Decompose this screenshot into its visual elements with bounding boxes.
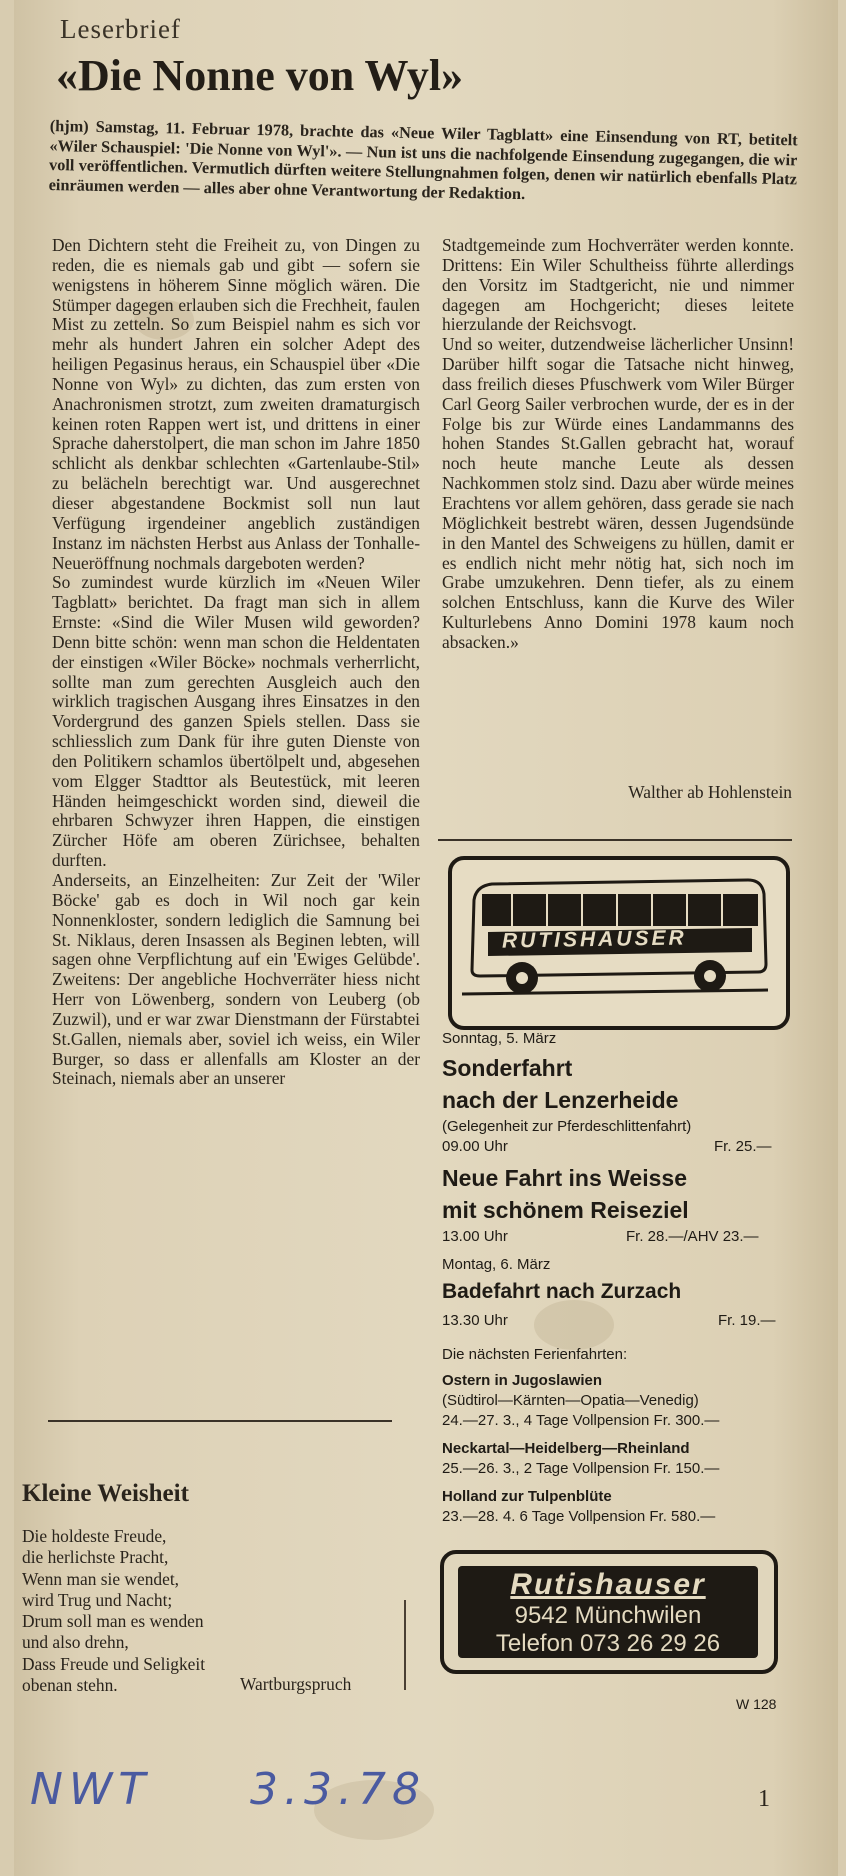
article-column-left: Den Dichtern steht die Freiheit zu, von Dingen zu reden, die es niemals gab und gibt — sofern sie wenigstens in höherem Sinne möglich wären. Die Stümper dagegen erlauben sich die Frechheit, faulen Mist zu zetteln. So zum Beispiel nahm es sich vor mehr als hundert Jahren ein solcher Adept des heiligen Pegasinus heraus, ein Schauspiel über «Die Nonne von Wyl» zu dichten, das zum ersten von Anachronismen strotzt, zum zweiten dramaturgisch keinen roten Rappen wert ist, und drittens in einer Sprache daherstolpert, die man schon im Jahre 1850 schlicht als denkbar schlechten «Gartenlaube-Stil» zu belächeln berechtigt war. Und ausgerechnet dieser abgestandene Bockmist soll nun laut Verfügung irgendeiner angeblich zuständigen Instanz im nächsten Herbst aus Anlass der Tonhalle-Neueröffnung nochmals dargeboten werden? So zumindest wurde kürzlich im «Neuen Wiler Tagblatt» berichtet. Da fragt man sich in allem Ernste: «Sind die Wiler Musen wild geworden? Denn bitte schön: wenn man schon die Heldentaten der einstigen «Wiler Böcke» nochmals verherrlicht, sollte man zum gerechten Ausgleich auch den wirklich tragischen Ausgang ihres Einsatzes in den Vordergrund des ganzen Spiels stellen. Dass sie schliesslich zum Dank für ihre guten Dienste von den Politikern schamlos übertölpelt und, abgesehen vom Elgger Stadttor als Beutestück, mit leeren Händen heimgeschickt worden sind, dieweil die ehrbaren Schwyzer ihren Happen, die einstigen Zürcher Höfe am oberen Zürichsee, behalten durften. Anderseits, an Einzelheiten: Zur Zeit der 'Wiler Böcke' gab es doch in Wil noch gar kein Nonnenkloster, sondern lediglich die Samnung bei St. Niklaus, deren Insassen als Beginen lebten, will sagen ohne Verpflichtung auf ein 'Ewiges Gelübde'. Zweitens: Der angebliche Hochverräter hiess nicht Herr von Löwenberg, sondern von Leuberg (ob Zuzwil), und er war zwar Dienstmann der Fürstabtei St.Gallen, niemals aber, soviel ich weiss, ein Wiler Burger, so dass er allenfalls am Kloster an der Steinach, niemals aber an unserer: [52, 235, 420, 1089]
trip-title: Neue Fahrt ins Weisse: [442, 1165, 687, 1191]
bus-illustration-frame: [448, 856, 790, 1030]
trip-time: 13.30 Uhr: [442, 1312, 508, 1329]
trip-note: (Gelegenheit zur Pferdeschlittenfahrt): [442, 1118, 692, 1135]
holiday-route: (Südtirol—Kärnten—Opatia—Venedig): [442, 1392, 699, 1409]
holiday-details: 24.—27. 3., 4 Tage Vollpension Fr. 300.—: [442, 1412, 720, 1429]
article-signature: Walther ab Hohlenstein: [628, 782, 792, 802]
stain: [534, 1300, 614, 1350]
trip-time: 13.00 Uhr: [442, 1228, 508, 1245]
article-intro: (hjm) Samstag, 11. Februar 1978, brachte das «Neue Wiler Tagblatt» eine Einsendung von RT, betitelt «Wiler Schauspiel: 'Die Nonne von Wyl'». — Nun ist uns die nachfolgende Einsendung zugegangen, die wir voll veröffentlichen. Vermutlich dürften weitere Stellungnahmen folgen, denen wir natürlich ebenfalls Platz einräumen werden — alles aber ohne Verantwortung der Redaktion.: [48, 116, 798, 203]
logo-brand: Rutishauser: [510, 1568, 706, 1601]
company-logo: [458, 1566, 758, 1658]
divider: [404, 1600, 406, 1690]
ad-code: W 128: [736, 1696, 777, 1712]
poem-text: Die holdeste Freude, die herlichste Pracht, Wenn man sie wendet, wird Trug und Nacht; Drum soll man es wenden und also drehn, Dass Freude und Seligkeit obenan stehn.: [22, 1526, 206, 1696]
trip-price: Fr. 28.—/AHV 23.—: [626, 1228, 759, 1245]
trip-title: nach der Lenzerheide: [442, 1087, 679, 1113]
article-headline: «Die Nonne von Wyl»: [56, 51, 464, 100]
section-title-kleine-weisheit: Kleine Weisheit: [22, 1480, 189, 1507]
page-number-mark: 1: [758, 1786, 770, 1812]
trip-date: Sonntag, 5. März: [442, 1030, 557, 1047]
holiday-details: 23.—28. 4. 6 Tage Vollpension Fr. 580.—: [442, 1508, 716, 1525]
trip-price: Fr. 19.—: [718, 1312, 776, 1329]
logo-phone: Telefon 073 26 29 26: [495, 1630, 721, 1657]
trip-price: Fr. 25.—: [714, 1138, 772, 1155]
divider: [438, 839, 792, 841]
article-column-right: Stadtgemeinde zum Hochverräter werden konnte. Drittens: Ein Wiler Schultheiss führte allerdings den Vorsitz im Stadtgericht, nie und nimmer dagegen am Hochgericht; dieses leitete hierzulande der Reichsvogt. Und so weiter, dutzendweise lächerlicher Unsinn! Darüber hilft sogar die Tatsache nicht hinweg, dass freilich dieses Pfuschwerk vom Wiler Bürger Carl Georg Sailer verbrochen wurde, der es in der Folge bis zur Würde eines Landammanns des hohen Standes St.Gallen gebracht hat, worauf noch heute manche Leute als dessen Nachkommen stolz sind. Dazu aber würde meines Erachtens vor allem gehören, dass gerade sie nach Möglichkeit bestrebt wären, dessen Jugendsünde in den Mantel des Schweigens zu hüllen, damit er es endlich nicht mehr nötig hat, sich noch im Grabe umzukehren. Denn tiefer, als zu einem solchen Entschluss, kann die Kurve des Wiler Kulturlebens Anno Domini 1978 kaum noch absacken.»: [442, 235, 794, 652]
handwritten-date-note: 3.3.78: [250, 1764, 426, 1815]
poem-source: Wartburgspruch: [240, 1674, 352, 1694]
trip-title: Sonderfahrt: [442, 1055, 573, 1081]
holiday-title: Ostern in Jugoslawien: [442, 1372, 603, 1389]
holiday-details: 25.—26. 3., 2 Tage Vollpension Fr. 150.—: [442, 1460, 720, 1477]
holidays-heading: Die nächsten Ferienfahrten:: [442, 1346, 628, 1363]
bus-brand-label: RUTISHAUSER: [501, 926, 687, 953]
company-logo-frame: [440, 1550, 778, 1674]
trip-title: mit schönem Reiseziel: [442, 1197, 689, 1223]
holiday-title: Neckartal—Heidelberg—Rheinland: [442, 1440, 690, 1457]
trip-title: Badefahrt nach Zurzach: [442, 1280, 682, 1303]
trip-time: 09.00 Uhr: [442, 1138, 508, 1155]
logo-address: 9542 Münchwilen: [514, 1602, 702, 1629]
trip-date: Montag, 6. März: [442, 1256, 551, 1273]
handwritten-source-note: NWT: [30, 1764, 152, 1815]
holiday-title: Holland zur Tulpenblüte: [442, 1488, 612, 1505]
divider: [48, 1420, 392, 1422]
article-kicker: Leserbrief: [60, 14, 181, 44]
